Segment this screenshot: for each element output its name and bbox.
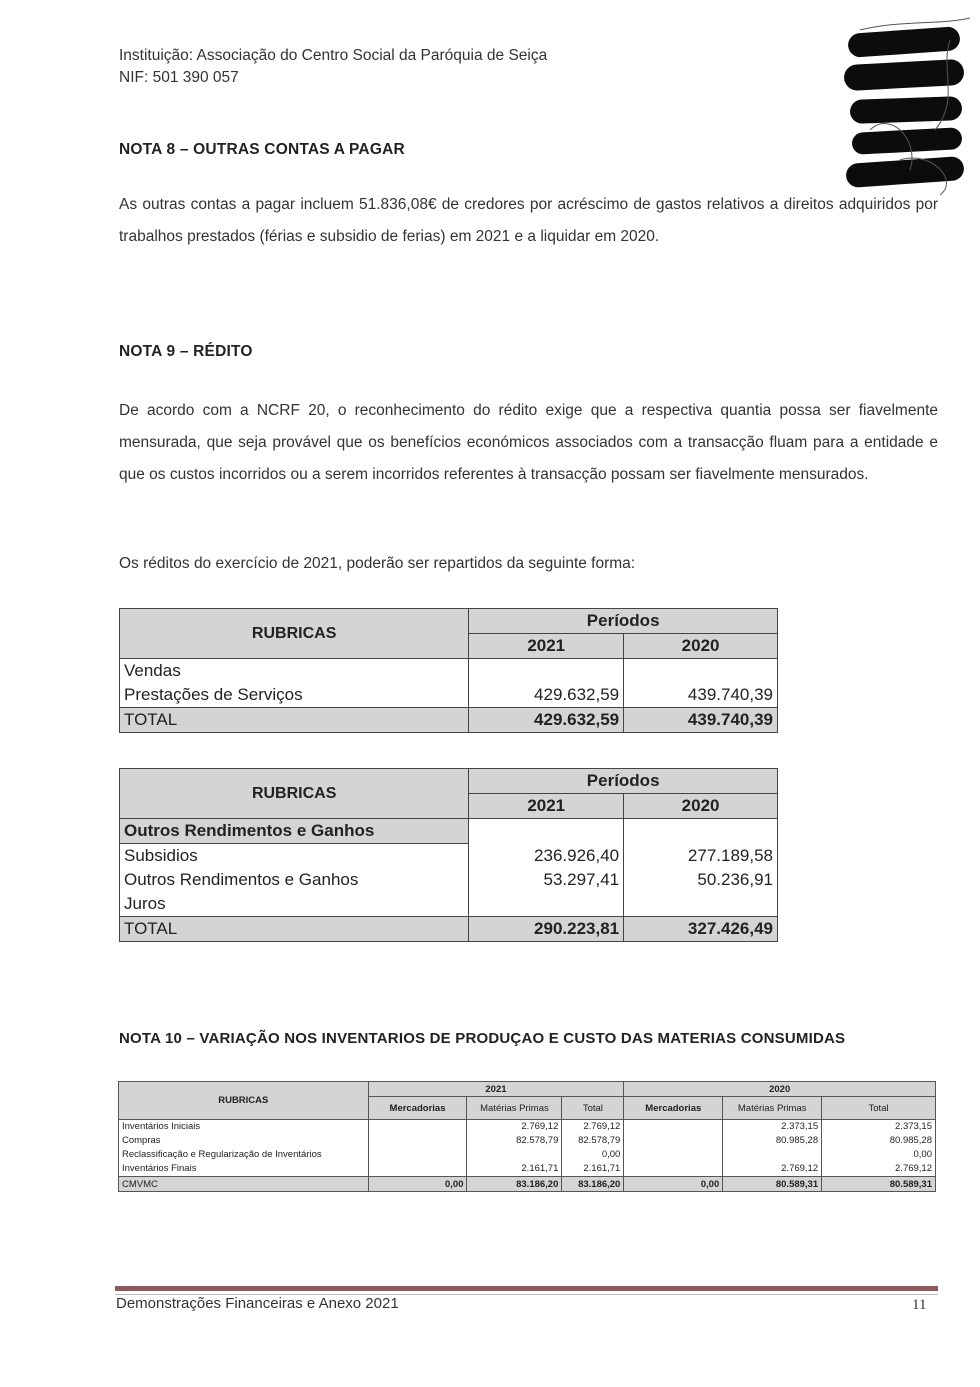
periodos-header: Períodos — [469, 769, 778, 794]
note9-intro — [119, 548, 938, 580]
other-income-table — [119, 768, 778, 942]
row-label: Vendas — [120, 659, 469, 684]
section-row — [120, 819, 778, 844]
col-header: Matérias Primas — [467, 1097, 562, 1120]
table-row — [119, 1162, 936, 1177]
footer-divider — [115, 1286, 938, 1291]
total-label: TOTAL — [120, 708, 469, 733]
table-row — [119, 1134, 936, 1148]
table-row — [120, 683, 778, 708]
col-header: Total — [822, 1097, 936, 1120]
cell: 2.161,71 — [562, 1162, 624, 1177]
cell — [624, 1134, 723, 1148]
col-header: Mercadorias — [624, 1097, 723, 1120]
rubricas-header: RUBRICAS — [119, 1082, 369, 1120]
cell: 2.769,12 — [467, 1120, 562, 1135]
note8-title: NOTA 8 – OUTRAS CONTAS A PAGAR — [119, 141, 405, 158]
value-2020: 439.740,39 — [624, 683, 778, 708]
value-2021: 53.297,41 — [469, 868, 624, 892]
year-2020-header: 2020 — [624, 634, 778, 659]
row-label: Inventários Finais — [119, 1162, 369, 1177]
table-row — [120, 844, 778, 869]
total-cell: 80.589,31 — [822, 1177, 936, 1192]
year-2021-header: 2021 — [469, 634, 624, 659]
cell — [624, 1148, 723, 1162]
table-row — [120, 892, 778, 917]
note9-title: NOTA 9 – RÉDITO — [119, 343, 253, 360]
value-2021 — [469, 892, 624, 917]
cell: 2.769,12 — [723, 1162, 822, 1177]
value-2020: 277.189,58 — [624, 844, 778, 869]
note8-text: As outras contas a pagar incluem 51.836,08€ de credores por acréscimo de gastos relativos a direitos adquiridos por trabalhos prestados (férias e subsidio de ferias) em 2021 e a liquidar em 2020. — [119, 196, 938, 245]
signature-scribble — [840, 10, 980, 200]
footer-title: Demonstrações Financeiras e Anexo 2021 — [116, 1295, 399, 1312]
total-cell: 0,00 — [368, 1177, 467, 1192]
note9-paragraph — [119, 395, 938, 491]
total-2020: 327.426,49 — [624, 917, 778, 942]
cell: 2.373,15 — [822, 1120, 936, 1135]
total-label: TOTAL — [120, 917, 469, 942]
year-2021-header: 2021 — [469, 794, 624, 819]
value-2021: 236.926,40 — [469, 844, 624, 869]
value-2020 — [624, 892, 778, 917]
revenue-table — [119, 608, 778, 733]
header-nif: NIF: 501 390 057 — [119, 69, 239, 86]
cell — [368, 1162, 467, 1177]
col-header: Mercadorias — [368, 1097, 467, 1120]
value-2021: 429.632,59 — [469, 683, 624, 708]
periodos-header: Períodos — [469, 609, 778, 634]
cell — [624, 1162, 723, 1177]
cell — [723, 1148, 822, 1162]
total-row — [119, 1177, 936, 1192]
table-row — [120, 868, 778, 892]
row-label: Prestações de Serviços — [120, 683, 469, 708]
value-2021 — [469, 659, 624, 684]
cell: 80.985,28 — [723, 1134, 822, 1148]
value-2020 — [624, 659, 778, 684]
cell — [368, 1148, 467, 1162]
total-cell: 0,00 — [624, 1177, 723, 1192]
year-2021-header: 2021 — [368, 1082, 624, 1097]
note9-intro-text: Os réditos do exercício de 2021, poderão ser repartidos da seguinte forma: — [119, 555, 636, 572]
section-label: Outros Rendimentos e Ganhos — [120, 819, 469, 844]
cell: 0,00 — [822, 1148, 936, 1162]
total-cell: 80.589,31 — [723, 1177, 822, 1192]
cell: 2.161,71 — [467, 1162, 562, 1177]
cell: 82.578,79 — [562, 1134, 624, 1148]
cell: 0,00 — [562, 1148, 624, 1162]
cell: 2.769,12 — [822, 1162, 936, 1177]
row-label: Inventários Iniciais — [119, 1120, 369, 1135]
total-cell: 83.186,20 — [562, 1177, 624, 1192]
cell: 2.373,15 — [723, 1120, 822, 1135]
total-row — [120, 708, 778, 733]
row-label: Reclassificação e Regularização de Inventários — [119, 1148, 369, 1162]
total-cell: 83.186,20 — [467, 1177, 562, 1192]
header-institution: Instituição: Associação do Centro Social da Paróquia de Seiça — [119, 47, 548, 64]
total-row — [120, 917, 778, 942]
cell: 82.578,79 — [467, 1134, 562, 1148]
col-header: Matérias Primas — [723, 1097, 822, 1120]
col-header: Total — [562, 1097, 624, 1120]
table-row — [119, 1148, 936, 1162]
table-row — [119, 1120, 936, 1135]
total-2021: 290.223,81 — [469, 917, 624, 942]
inventory-table — [118, 1081, 936, 1192]
page-number: 11 — [912, 1297, 927, 1313]
rubricas-header: RUBRICAS — [120, 769, 469, 819]
total-2021: 429.632,59 — [469, 708, 624, 733]
cell — [624, 1120, 723, 1135]
rubricas-header: RUBRICAS — [120, 609, 469, 659]
row-label: Juros — [120, 892, 469, 917]
year-2020-header: 2020 — [624, 1082, 936, 1097]
cell — [368, 1120, 467, 1135]
note10-title: NOTA 10 – VARIAÇÃO NOS INVENTARIOS DE PRODUÇAO E CUSTO DAS MATERIAS CONSUMIDAS — [119, 1030, 846, 1047]
row-label: Outros Rendimentos e Ganhos — [120, 868, 469, 892]
cell: 80.985,28 — [822, 1134, 936, 1148]
row-label: Compras — [119, 1134, 369, 1148]
cell: 2.769,12 — [562, 1120, 624, 1135]
total-label: CMVMC — [119, 1177, 369, 1192]
cell — [368, 1134, 467, 1148]
cell — [467, 1148, 562, 1162]
total-2020: 439.740,39 — [624, 708, 778, 733]
note9-text: De acordo com a NCRF 20, o reconhecimento do rédito exige que a respectiva quantia possa ser fiavelmente mensurada, que seja provável que os benefícios económicos associados com a transacção fluam para a entidade e que os custos incorridos ou a serem incorridos referentes à transacção possam ser fiavelmente mensurados. — [119, 402, 938, 483]
year-2020-header: 2020 — [624, 794, 778, 819]
row-label: Subsidios — [120, 844, 469, 869]
table-row — [120, 659, 778, 684]
note8-paragraph — [119, 189, 938, 253]
value-2020: 50.236,91 — [624, 868, 778, 892]
